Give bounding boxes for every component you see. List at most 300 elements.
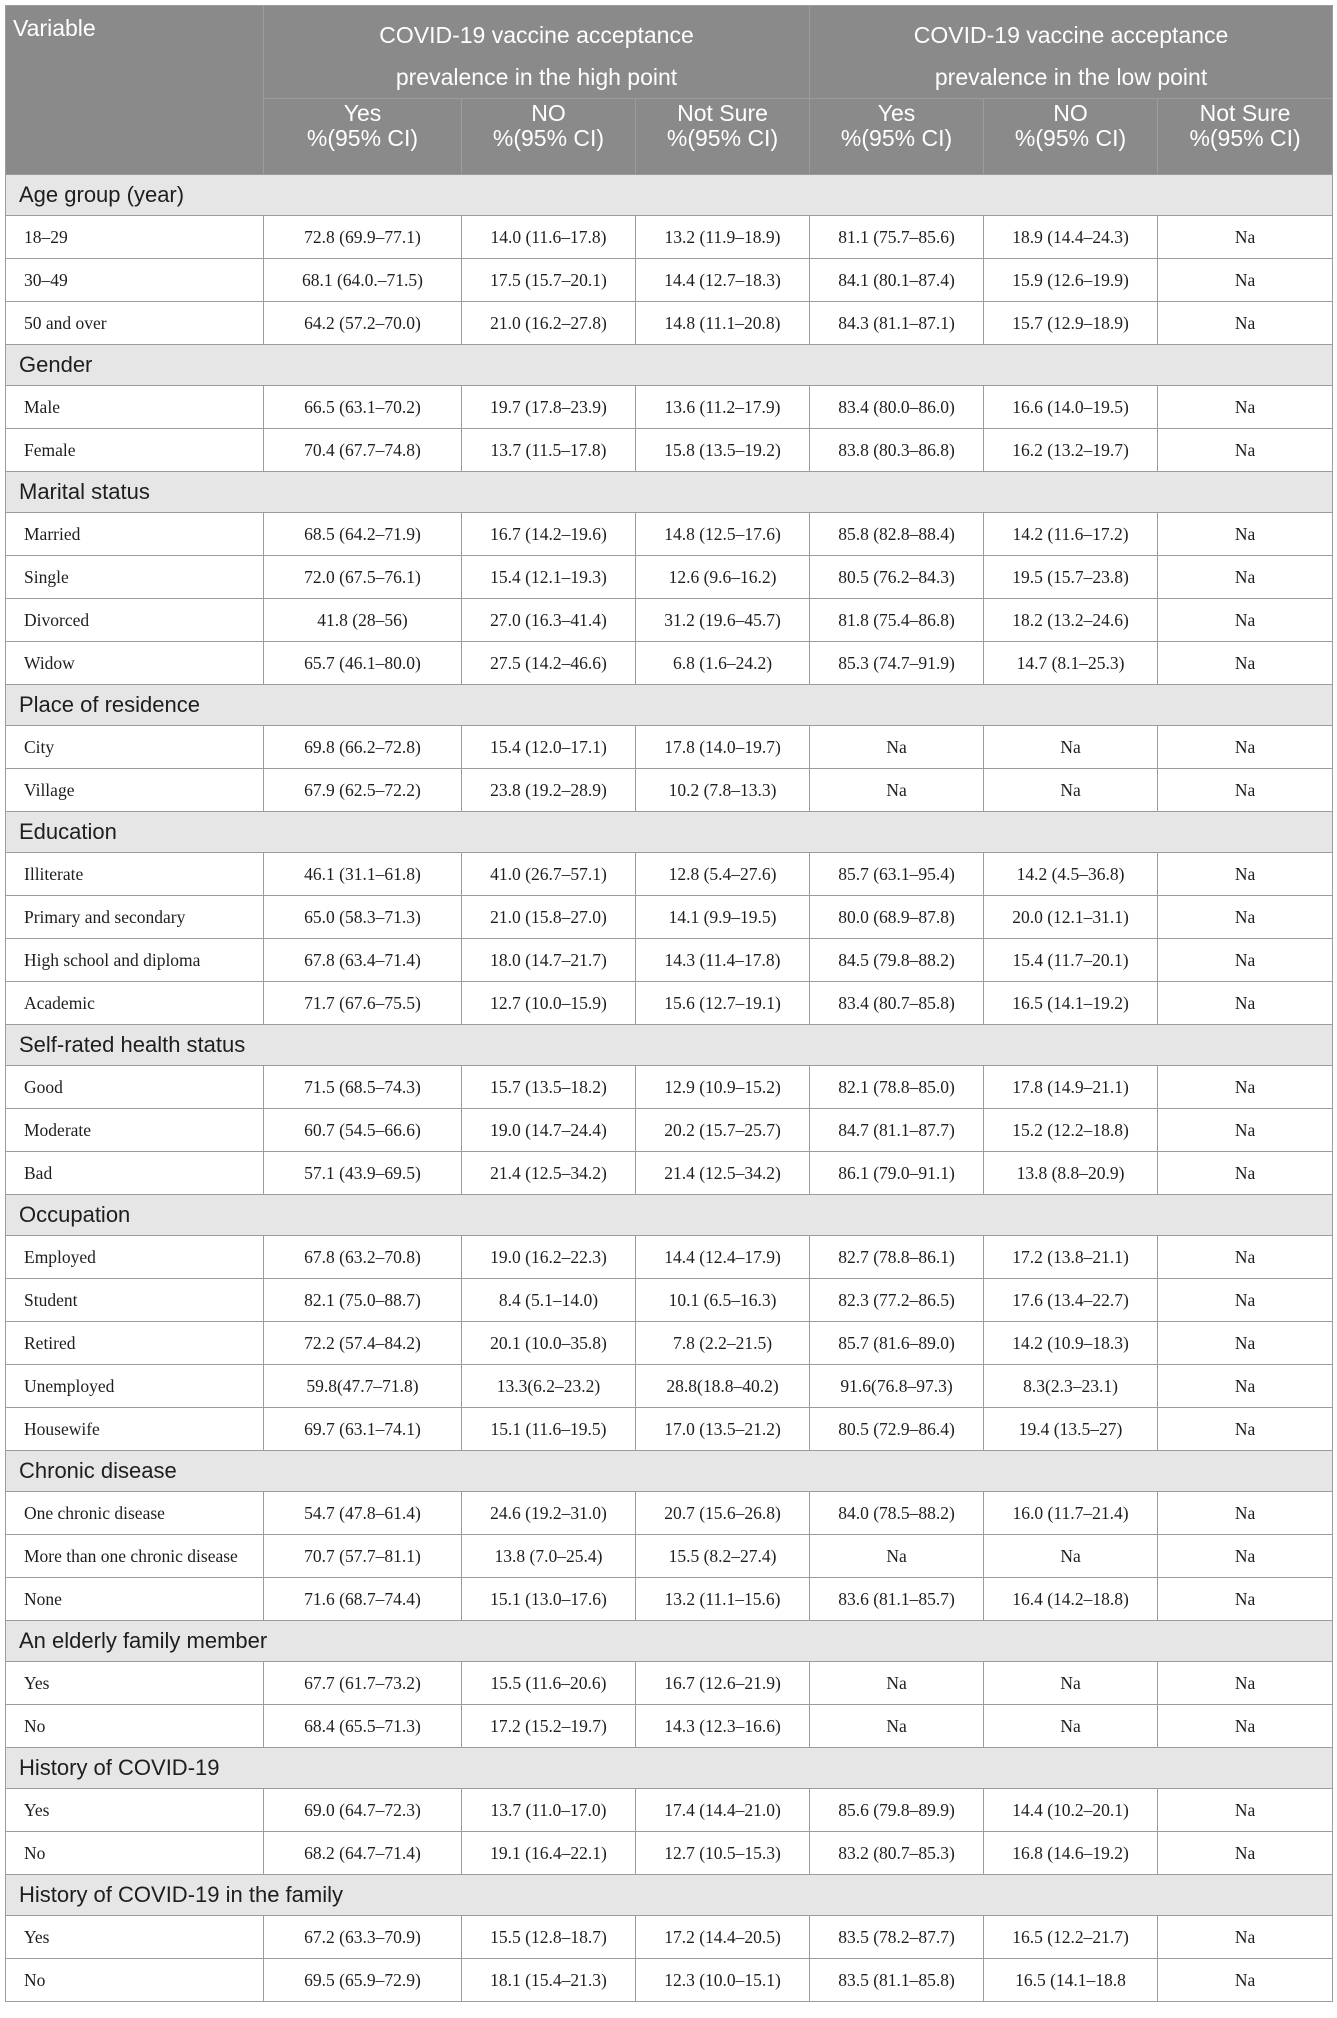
row-label: Village [6, 769, 264, 812]
table-row [6, 1279, 1333, 1322]
table-cell: 13.2 (11.9–18.9) [636, 216, 810, 259]
table-cell: 15.9 (12.6–19.9) [984, 259, 1158, 302]
table-row [6, 1578, 1333, 1621]
table-row [6, 939, 1333, 982]
table-cell: 7.8 (2.2–21.5) [636, 1322, 810, 1365]
table-cell: 59.8(47.7–71.8) [264, 1365, 462, 1408]
table-cell: Na [1158, 1365, 1333, 1408]
table-cell: 17.0 (13.5–21.2) [636, 1408, 810, 1451]
table-cell: 71.5 (68.5–74.3) [264, 1066, 462, 1109]
table-cell: 14.8 (12.5–17.6) [636, 513, 810, 556]
row-label: 50 and over [6, 302, 264, 345]
row-label: Good [6, 1066, 264, 1109]
results-table [5, 5, 1333, 2002]
table-cell: 69.0 (64.7–72.3) [264, 1789, 462, 1832]
table-cell: 13.3(6.2–23.2) [462, 1365, 636, 1408]
table-cell: 18.1 (15.4–21.3) [462, 1959, 636, 2002]
table-cell: Na [984, 1662, 1158, 1705]
table-cell: 81.8 (75.4–86.8) [810, 599, 984, 642]
table-cell: 21.4 (12.5–34.2) [636, 1152, 810, 1195]
table-cell: 12.7 (10.5–15.3) [636, 1832, 810, 1875]
table-row [6, 216, 1333, 259]
table-cell: Na [810, 726, 984, 769]
table-cell: 70.7 (57.7–81.1) [264, 1535, 462, 1578]
table-cell: 15.7 (13.5–18.2) [462, 1066, 636, 1109]
column-header-unit: %(95% CI) [306, 125, 419, 151]
table-cell: 19.0 (14.7–24.4) [462, 1109, 636, 1152]
table-cell: 13.7 (11.0–17.0) [462, 1789, 636, 1832]
table-row [6, 386, 1333, 429]
section-title: Self-rated health status [6, 1025, 1333, 1066]
table-cell: 17.6 (13.4–22.7) [984, 1279, 1158, 1322]
table-cell: 85.8 (82.8–88.4) [810, 513, 984, 556]
column-header-unit: %(95% CI) [840, 125, 953, 151]
table-cell: 86.1 (79.0–91.1) [810, 1152, 984, 1195]
section-title: Gender [6, 345, 1333, 386]
column-header-unit: %(95% CI) [666, 125, 779, 151]
table-cell: 19.4 (13.5–27) [984, 1408, 1158, 1451]
table-cell: 15.5 (12.8–18.7) [462, 1916, 636, 1959]
low-point-header-line-1: COVID-19 vaccine acceptance [913, 22, 1229, 48]
table-cell: Na [1158, 1322, 1333, 1365]
table-cell: 83.8 (80.3–86.8) [810, 429, 984, 472]
table-cell: 16.4 (14.2–18.8) [984, 1578, 1158, 1621]
table-cell: 16.5 (14.1–19.2) [984, 982, 1158, 1025]
section-title: History of COVID-19 in the family [6, 1875, 1333, 1916]
table-cell: 15.5 (11.6–20.6) [462, 1662, 636, 1705]
table-cell: 15.6 (12.7–19.1) [636, 982, 810, 1025]
table-cell: 21.0 (16.2–27.8) [462, 302, 636, 345]
table-cell: Na [1158, 1959, 1333, 2002]
table-row [6, 1365, 1333, 1408]
table-cell: 66.5 (63.1–70.2) [264, 386, 462, 429]
table-cell: 67.8 (63.4–71.4) [264, 939, 462, 982]
table-cell: Na [1158, 1535, 1333, 1578]
table-cell: Na [1158, 302, 1333, 345]
table-row [6, 429, 1333, 472]
table-row [6, 1152, 1333, 1195]
table-cell: 60.7 (54.5–66.6) [264, 1109, 462, 1152]
column-header-label: Yes [343, 100, 382, 126]
column-header-unit: %(95% CI) [1189, 125, 1301, 151]
table-cell: 17.5 (15.7–20.1) [462, 259, 636, 302]
table-cell: 31.2 (19.6–45.7) [636, 599, 810, 642]
table-cell: 13.6 (11.2–17.9) [636, 386, 810, 429]
table-cell: 14.4 (10.2–20.1) [984, 1789, 1158, 1832]
table-cell: Na [1158, 726, 1333, 769]
table-cell: 15.8 (13.5–19.2) [636, 429, 810, 472]
table-cell: 14.3 (12.3–16.6) [636, 1705, 810, 1748]
section-title: Age group (year) [6, 175, 1333, 216]
table-cell: Na [1158, 1662, 1333, 1705]
table-cell: 83.4 (80.7–85.8) [810, 982, 984, 1025]
section-title: Occupation [6, 1195, 1333, 1236]
table-row [6, 1789, 1333, 1832]
table-cell: Na [1158, 259, 1333, 302]
table-cell: 19.0 (16.2–22.3) [462, 1236, 636, 1279]
table-row [6, 1492, 1333, 1535]
table-cell: Na [1158, 1408, 1333, 1451]
table-cell: 17.2 (14.4–20.5) [636, 1916, 810, 1959]
table-cell: 14.3 (11.4–17.8) [636, 939, 810, 982]
high-yes-column-header [264, 99, 462, 175]
table-cell: Na [1158, 1832, 1333, 1875]
row-label: Housewife [6, 1408, 264, 1451]
table-cell: 12.8 (5.4–27.6) [636, 853, 810, 896]
table-cell: 85.7 (63.1–95.4) [810, 853, 984, 896]
table-cell: 17.2 (15.2–19.7) [462, 1705, 636, 1748]
table-cell: 17.4 (14.4–21.0) [636, 1789, 810, 1832]
low-no-column-header [984, 99, 1158, 175]
section-header-row [6, 175, 1333, 216]
column-header-label: Yes [877, 100, 916, 126]
table-cell: 24.6 (19.2–31.0) [462, 1492, 636, 1535]
row-label: Female [6, 429, 264, 472]
table-cell: 54.7 (47.8–61.4) [264, 1492, 462, 1535]
table-cell: Na [1158, 896, 1333, 939]
row-label: Divorced [6, 599, 264, 642]
table-cell: 13.2 (11.1–15.6) [636, 1578, 810, 1621]
section-header-row [6, 1748, 1333, 1789]
table-cell: 82.1 (78.8–85.0) [810, 1066, 984, 1109]
high-not-sure-column-header [636, 99, 810, 175]
table-cell: Na [1158, 1066, 1333, 1109]
table-cell: Na [1158, 769, 1333, 812]
row-label: More than one chronic disease [6, 1535, 264, 1578]
table-cell: 27.0 (16.3–41.4) [462, 599, 636, 642]
table-cell: Na [984, 1535, 1158, 1578]
row-label: City [6, 726, 264, 769]
column-header-label: NO [1053, 100, 1088, 126]
table-row [6, 1662, 1333, 1705]
table-cell: 20.7 (15.6–26.8) [636, 1492, 810, 1535]
table-cell: 69.7 (63.1–74.1) [264, 1408, 462, 1451]
section-header-row [6, 1621, 1333, 1662]
table-cell: Na [1158, 1705, 1333, 1748]
row-label: Widow [6, 642, 264, 685]
row-label: No [6, 1705, 264, 1748]
table-cell: 83.5 (78.2–87.7) [810, 1916, 984, 1959]
table-cell: 72.2 (57.4–84.2) [264, 1322, 462, 1365]
row-label: Married [6, 513, 264, 556]
high-point-header-line-1: COVID-19 vaccine acceptance [379, 22, 694, 48]
table-cell: Na [1158, 386, 1333, 429]
table-cell: 20.1 (10.0–35.8) [462, 1322, 636, 1365]
table-cell: 15.4 (12.1–19.3) [462, 556, 636, 599]
row-label: 30–49 [6, 259, 264, 302]
low-point-group-header [810, 6, 1333, 99]
table-cell: 13.7 (11.5–17.8) [462, 429, 636, 472]
table-row [6, 556, 1333, 599]
table-row [6, 1959, 1333, 2002]
column-header-label: Not Sure [1199, 100, 1291, 126]
table-cell: 15.4 (11.7–20.1) [984, 939, 1158, 982]
table-cell: 85.6 (79.8–89.9) [810, 1789, 984, 1832]
table-cell: 14.4 (12.4–17.9) [636, 1236, 810, 1279]
table-cell: 82.7 (78.8–86.1) [810, 1236, 984, 1279]
table-cell: Na [1158, 1916, 1333, 1959]
table-cell: Na [1158, 1152, 1333, 1195]
low-yes-column-header [810, 99, 984, 175]
table-cell: Na [1158, 982, 1333, 1025]
table-cell: Na [1158, 216, 1333, 259]
table-cell: 8.3(2.3–23.1) [984, 1365, 1158, 1408]
table-row [6, 853, 1333, 896]
table-cell: 84.7 (81.1–87.7) [810, 1109, 984, 1152]
table-cell: 19.7 (17.8–23.9) [462, 386, 636, 429]
table-cell: 14.0 (11.6–17.8) [462, 216, 636, 259]
table-cell: 65.7 (46.1–80.0) [264, 642, 462, 685]
table-cell: 21.0 (15.8–27.0) [462, 896, 636, 939]
table-row [6, 513, 1333, 556]
table-cell: 8.4 (5.1–14.0) [462, 1279, 636, 1322]
row-label: Bad [6, 1152, 264, 1195]
table-header [6, 6, 1333, 175]
table-cell: 83.2 (80.7–85.3) [810, 1832, 984, 1875]
table-cell: 18.2 (13.2–24.6) [984, 599, 1158, 642]
column-header-label: Not Sure [677, 100, 768, 126]
table-cell: 16.7 (14.2–19.6) [462, 513, 636, 556]
table-cell: 84.0 (78.5–88.2) [810, 1492, 984, 1535]
section-header-row [6, 1451, 1333, 1492]
table-cell: 17.8 (14.9–21.1) [984, 1066, 1158, 1109]
table-cell: 13.8 (8.8–20.9) [984, 1152, 1158, 1195]
table-cell: 41.0 (26.7–57.1) [462, 853, 636, 896]
low-point-header-line-2: prevalence in the low point [934, 64, 1208, 90]
table-cell: 71.7 (67.6–75.5) [264, 982, 462, 1025]
table-row [6, 726, 1333, 769]
row-label: Single [6, 556, 264, 599]
table-cell: 80.5 (76.2–84.3) [810, 556, 984, 599]
table-cell: 18.9 (14.4–24.3) [984, 216, 1158, 259]
table-cell: Na [984, 1705, 1158, 1748]
table-cell: Na [810, 1535, 984, 1578]
table-row [6, 1832, 1333, 1875]
table-cell: 69.8 (66.2–72.8) [264, 726, 462, 769]
table-cell: 14.2 (4.5–36.8) [984, 853, 1158, 896]
table-cell: Na [1158, 853, 1333, 896]
table-row [6, 1236, 1333, 1279]
table-cell: 80.5 (72.9–86.4) [810, 1408, 984, 1451]
table-cell: 14.1 (9.9–19.5) [636, 896, 810, 939]
table-cell: 15.7 (12.9–18.9) [984, 302, 1158, 345]
row-label: Yes [6, 1789, 264, 1832]
table-cell: Na [984, 726, 1158, 769]
table-cell: 71.6 (68.7–74.4) [264, 1578, 462, 1621]
table-cell: 19.1 (16.4–22.1) [462, 1832, 636, 1875]
table-cell: 15.2 (12.2–18.8) [984, 1109, 1158, 1152]
table-cell: 23.8 (19.2–28.9) [462, 769, 636, 812]
table-cell: 16.2 (13.2–19.7) [984, 429, 1158, 472]
column-header-unit: %(95% CI) [1014, 125, 1127, 151]
table-cell: Na [1158, 429, 1333, 472]
table-cell: 67.7 (61.7–73.2) [264, 1662, 462, 1705]
section-title: Marital status [6, 472, 1333, 513]
low-not-sure-column-header [1158, 99, 1333, 175]
table-cell: 15.4 (12.0–17.1) [462, 726, 636, 769]
table-cell: 15.1 (13.0–17.6) [462, 1578, 636, 1621]
table-cell: 67.9 (62.5–72.2) [264, 769, 462, 812]
section-title: History of COVID-19 [6, 1748, 1333, 1789]
row-label: Retired [6, 1322, 264, 1365]
row-label: Student [6, 1279, 264, 1322]
table-cell: 82.1 (75.0–88.7) [264, 1279, 462, 1322]
section-header-row [6, 1875, 1333, 1916]
table-cell: 82.3 (77.2–86.5) [810, 1279, 984, 1322]
variable-column-header: Variable [6, 6, 264, 175]
table-cell: 15.1 (11.6–19.5) [462, 1408, 636, 1451]
table-cell: 91.6(76.8–97.3) [810, 1365, 984, 1408]
table-cell: 65.0 (58.3–71.3) [264, 896, 462, 939]
table-cell: 72.8 (69.9–77.1) [264, 216, 462, 259]
table-cell: 20.0 (12.1–31.1) [984, 896, 1158, 939]
table-cell: 16.5 (14.1–18.8 [984, 1959, 1158, 2002]
table-cell: 15.5 (8.2–27.4) [636, 1535, 810, 1578]
table-row [6, 259, 1333, 302]
table-cell: 16.5 (12.2–21.7) [984, 1916, 1158, 1959]
table-cell: 27.5 (14.2–46.6) [462, 642, 636, 685]
table-cell: Na [1158, 1492, 1333, 1535]
column-header-label: NO [531, 100, 566, 126]
table-cell: 83.5 (81.1–85.8) [810, 1959, 984, 2002]
table-cell: 84.1 (80.1–87.4) [810, 259, 984, 302]
table-row [6, 1109, 1333, 1152]
table-cell: 41.8 (28–56) [264, 599, 462, 642]
table-cell: 28.8(18.8–40.2) [636, 1365, 810, 1408]
table-cell: 14.4 (12.7–18.3) [636, 259, 810, 302]
table-cell: Na [1158, 599, 1333, 642]
table-cell: Na [1158, 513, 1333, 556]
table-cell: Na [1158, 1279, 1333, 1322]
table-cell: 81.1 (75.7–85.6) [810, 216, 984, 259]
table-row [6, 1705, 1333, 1748]
high-no-column-header [462, 99, 636, 175]
table-row [6, 1066, 1333, 1109]
table-row [6, 896, 1333, 939]
table-cell: Na [1158, 1578, 1333, 1621]
section-header-row [6, 812, 1333, 853]
table-cell: 20.2 (15.7–25.7) [636, 1109, 810, 1152]
table-cell: 17.8 (14.0–19.7) [636, 726, 810, 769]
table-cell: 85.7 (81.6–89.0) [810, 1322, 984, 1365]
table-cell: Na [810, 769, 984, 812]
row-label: Yes [6, 1662, 264, 1705]
row-label: None [6, 1578, 264, 1621]
high-point-group-header [264, 6, 810, 99]
table-cell: 68.2 (64.7–71.4) [264, 1832, 462, 1875]
header-group-row [6, 6, 1333, 99]
row-label: Academic [6, 982, 264, 1025]
table-cell: 14.2 (11.6–17.2) [984, 513, 1158, 556]
row-label: High school and diploma [6, 939, 264, 982]
section-title: Place of residence [6, 685, 1333, 726]
table-row [6, 302, 1333, 345]
section-header-row [6, 345, 1333, 386]
table-cell: Na [1158, 939, 1333, 982]
table-cell: 68.5 (64.2–71.9) [264, 513, 462, 556]
table-cell: 12.3 (10.0–15.1) [636, 1959, 810, 2002]
table-cell: 67.2 (63.3–70.9) [264, 1916, 462, 1959]
table-cell: 72.0 (67.5–76.1) [264, 556, 462, 599]
section-header-row [6, 1195, 1333, 1236]
table-cell: 12.7 (10.0–15.9) [462, 982, 636, 1025]
row-label: No [6, 1959, 264, 2002]
high-point-header-line-2: prevalence in the high point [395, 64, 678, 90]
row-label: Unemployed [6, 1365, 264, 1408]
table-cell: 57.1 (43.9–69.5) [264, 1152, 462, 1195]
table-cell: 10.1 (6.5–16.3) [636, 1279, 810, 1322]
table-cell: 19.5 (15.7–23.8) [984, 556, 1158, 599]
section-header-row [6, 1025, 1333, 1066]
table-cell: 85.3 (74.7–91.9) [810, 642, 984, 685]
table-cell: 70.4 (67.7–74.8) [264, 429, 462, 472]
table-cell: 68.4 (65.5–71.3) [264, 1705, 462, 1748]
table-row [6, 1916, 1333, 1959]
table-cell: 46.1 (31.1–61.8) [264, 853, 462, 896]
section-header-row [6, 472, 1333, 513]
table-row [6, 982, 1333, 1025]
table-row [6, 1408, 1333, 1451]
table-cell: 14.7 (8.1–25.3) [984, 642, 1158, 685]
table-cell: 10.2 (7.8–13.3) [636, 769, 810, 812]
column-header-unit: %(95% CI) [492, 125, 605, 151]
table-cell: 16.7 (12.6–21.9) [636, 1662, 810, 1705]
table-row [6, 599, 1333, 642]
table-cell: 83.6 (81.1–85.7) [810, 1578, 984, 1621]
table-cell: 67.8 (63.2–70.8) [264, 1236, 462, 1279]
table-cell: 68.1 (64.0.–71.5) [264, 259, 462, 302]
section-title: Education [6, 812, 1333, 853]
section-title: An elderly family member [6, 1621, 1333, 1662]
row-label: 18–29 [6, 216, 264, 259]
results-table-container [5, 5, 1332, 2002]
table-row [6, 769, 1333, 812]
table-cell: 83.4 (80.0–86.0) [810, 386, 984, 429]
section-title: Chronic disease [6, 1451, 1333, 1492]
row-label: Primary and secondary [6, 896, 264, 939]
table-cell: 18.0 (14.7–21.7) [462, 939, 636, 982]
row-label: One chronic disease [6, 1492, 264, 1535]
row-label: Yes [6, 1916, 264, 1959]
table-cell: 69.5 (65.9–72.9) [264, 1959, 462, 2002]
row-label: Employed [6, 1236, 264, 1279]
table-cell: Na [810, 1662, 984, 1705]
table-cell: 64.2 (57.2–70.0) [264, 302, 462, 345]
table-cell: Na [1158, 556, 1333, 599]
table-cell: Na [1158, 642, 1333, 685]
table-cell: 16.6 (14.0–19.5) [984, 386, 1158, 429]
table-cell: Na [1158, 1789, 1333, 1832]
table-row [6, 1322, 1333, 1365]
table-cell: 14.2 (10.9–18.3) [984, 1322, 1158, 1365]
row-label: Illiterate [6, 853, 264, 896]
table-body [6, 175, 1333, 2002]
table-cell: 12.9 (10.9–15.2) [636, 1066, 810, 1109]
table-cell: Na [1158, 1109, 1333, 1152]
table-cell: 21.4 (12.5–34.2) [462, 1152, 636, 1195]
table-cell: 17.2 (13.8–21.1) [984, 1236, 1158, 1279]
table-cell: 16.8 (14.6–19.2) [984, 1832, 1158, 1875]
table-cell: 6.8 (1.6–24.2) [636, 642, 810, 685]
table-cell: Na [810, 1705, 984, 1748]
table-cell: Na [984, 769, 1158, 812]
table-cell: 84.3 (81.1–87.1) [810, 302, 984, 345]
row-label: No [6, 1832, 264, 1875]
row-label: Male [6, 386, 264, 429]
section-header-row [6, 685, 1333, 726]
table-cell: 80.0 (68.9–87.8) [810, 896, 984, 939]
table-row [6, 642, 1333, 685]
